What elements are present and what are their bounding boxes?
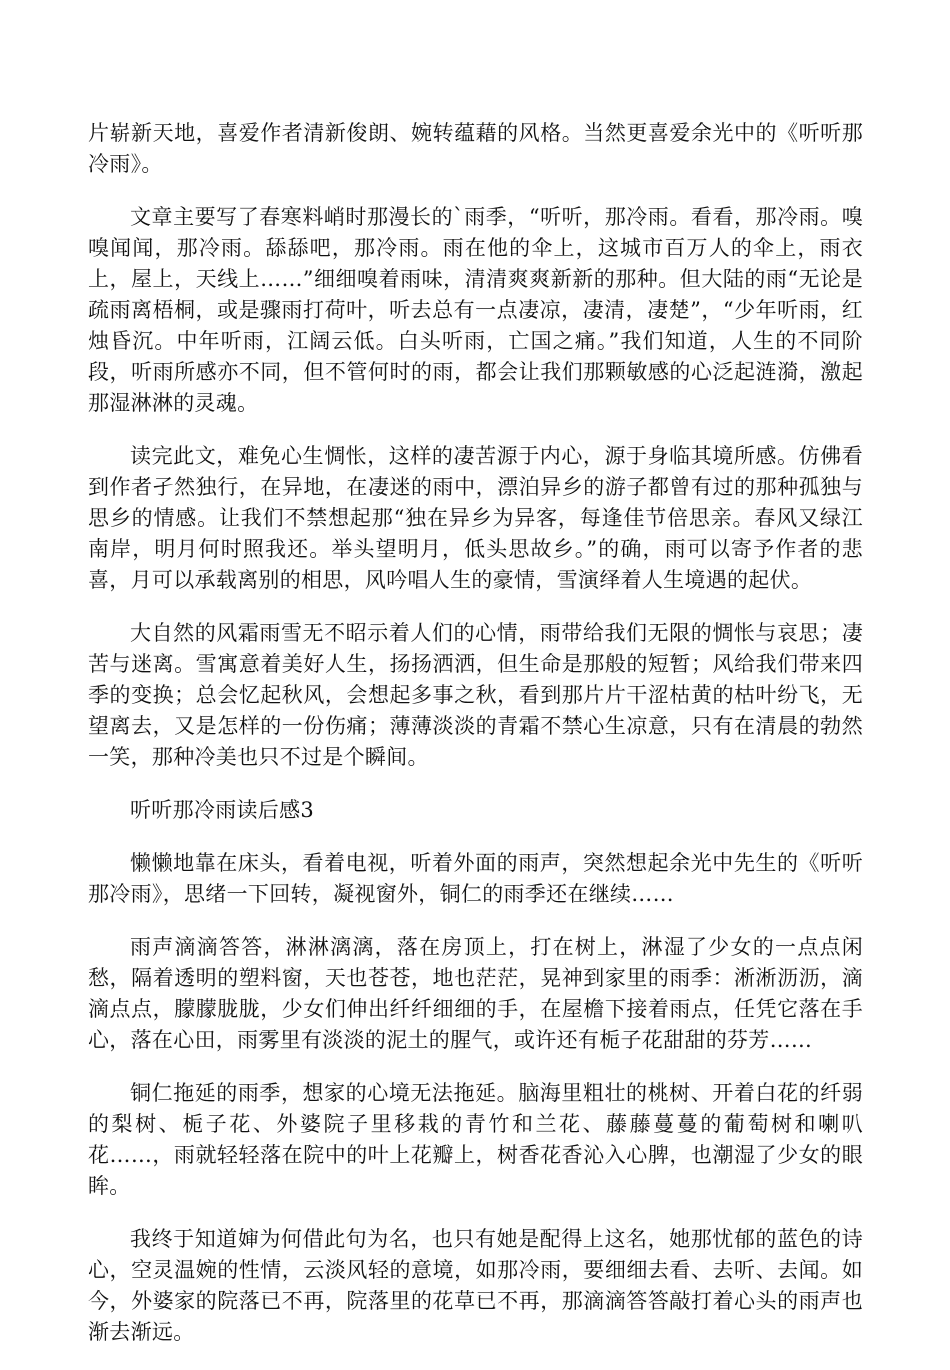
paragraph-nature: 大自然的风霜雨雪无不昭示着人们的心情，雨带给我们无限的惆怅与哀思；凄苦与迷离。雪寓意着美好人生，扬扬洒洒，但生命是那般的短暂；风给我们带来四季的变换；总会忆起秋风，会想起多事之秋，看到那片片干涩枯黄的枯叶纷飞，无望离去，又是怎样的一份伤痛；薄薄淡淡的青霜不禁心生凉意，只有在清晨的勃然一笑，那种冷美也只不过是个瞬间。 — [88, 621, 863, 769]
paragraph-reflection: 读完此文，难免心生惆怅，这样的凄苦源于内心，源于身临其境所感。仿佛看到作者孑然独行，在异地，在凄迷的雨中，漂泊异乡的游子都曾有过的那种孤独与思乡的情感。让我们不禁想起那“独在异乡为异客，每逢佳节倍思亲。春风又绿江南岸，明月何时照我还。举头望明月，低头思故乡。”的确，雨可以寄予作者的悲喜，月可以承载离别的相思，风吟唱人生的豪情，雪演绎着人生境遇的起伏。 — [88, 444, 863, 592]
document-page — [88, 118, 863, 1370]
paragraph-rain-sounds: 雨声滴滴答答，淋淋漓漓，落在房顶上，打在树上，淋湿了少女的一点点闲愁，隔着透明的塑料窗，天也苍苍，地也茫茫，晃神到家里的雨季：淅淅沥沥，滴滴点点，朦朦胧胧，少女们伸出纤纤细细的手，在屋檐下接着雨点，任凭它落在手心，落在心田，雨雾里有淡淡的泥土的腥气，或许还有栀子花甜甜的芬芳…… — [88, 935, 863, 1052]
paragraph-homesick: 铜仁拖延的雨季，想家的心境无法拖延。脑海里粗壮的桃树、开着白花的纤弱的梨树、栀子花、外婆院子里移栽的青竹和兰花、藤藤蔓蔓的葡萄树和喇叭花……，雨就轻轻落在院中的叶上花瓣上，树香花香沁入心脾，也潮湿了少女的眼眸。 — [88, 1081, 863, 1198]
paragraph-bedside: 懒懒地靠在床头，看着电视，听着外面的雨声，突然想起余光中先生的《听听那冷雨》，思绪一下回转，凝视窗外，铜仁的雨季还在继续…… — [88, 851, 863, 906]
paragraph-rain-season: 文章主要写了春寒料峭时那漫长的`雨季，“听听，那冷雨。看看，那冷雨。嗅嗅闻闻，那冷雨。舔舔吧，那冷雨。雨在他的伞上，这城市百万人的伞上，雨衣上，屋上，天线上……”细细嗅着雨味，清清爽爽新新的那种。但大陆的雨“无论是疏雨离梧桐，或是骤雨打荷叶，听去总有一点凄凉，凄清，凄楚”，“少年听雨，红烛昏沉。中年听雨，江阔云低。白头听雨，亡国之痛。”我们知道，人生的不同阶段，听雨所感亦不同，但不管何时的雨，都会让我们那颗敏感的心泛起涟漪，激起那湿淋淋的灵魂。 — [88, 205, 863, 415]
paragraph-continued: 片崭新天地，喜爱作者清新俊朗、婉转蕴藉的风格。当然更喜爱余光中的《听听那冷雨》。 — [88, 121, 863, 176]
section-heading: 听听那冷雨读后感3 — [130, 798, 315, 822]
paragraph-conclusion: 我终于知道婶为何借此句为名，也只有她是配得上这名，她那忧郁的蓝色的诗心，空灵温婉的性情，云淡风轻的意境，如那冷雨，要细细去看、去听、去闻。如今，外婆家的院落已不再，院落里的花草已不再，那滴滴答答敲打着心头的雨声也渐去渐远。 — [88, 1227, 863, 1344]
